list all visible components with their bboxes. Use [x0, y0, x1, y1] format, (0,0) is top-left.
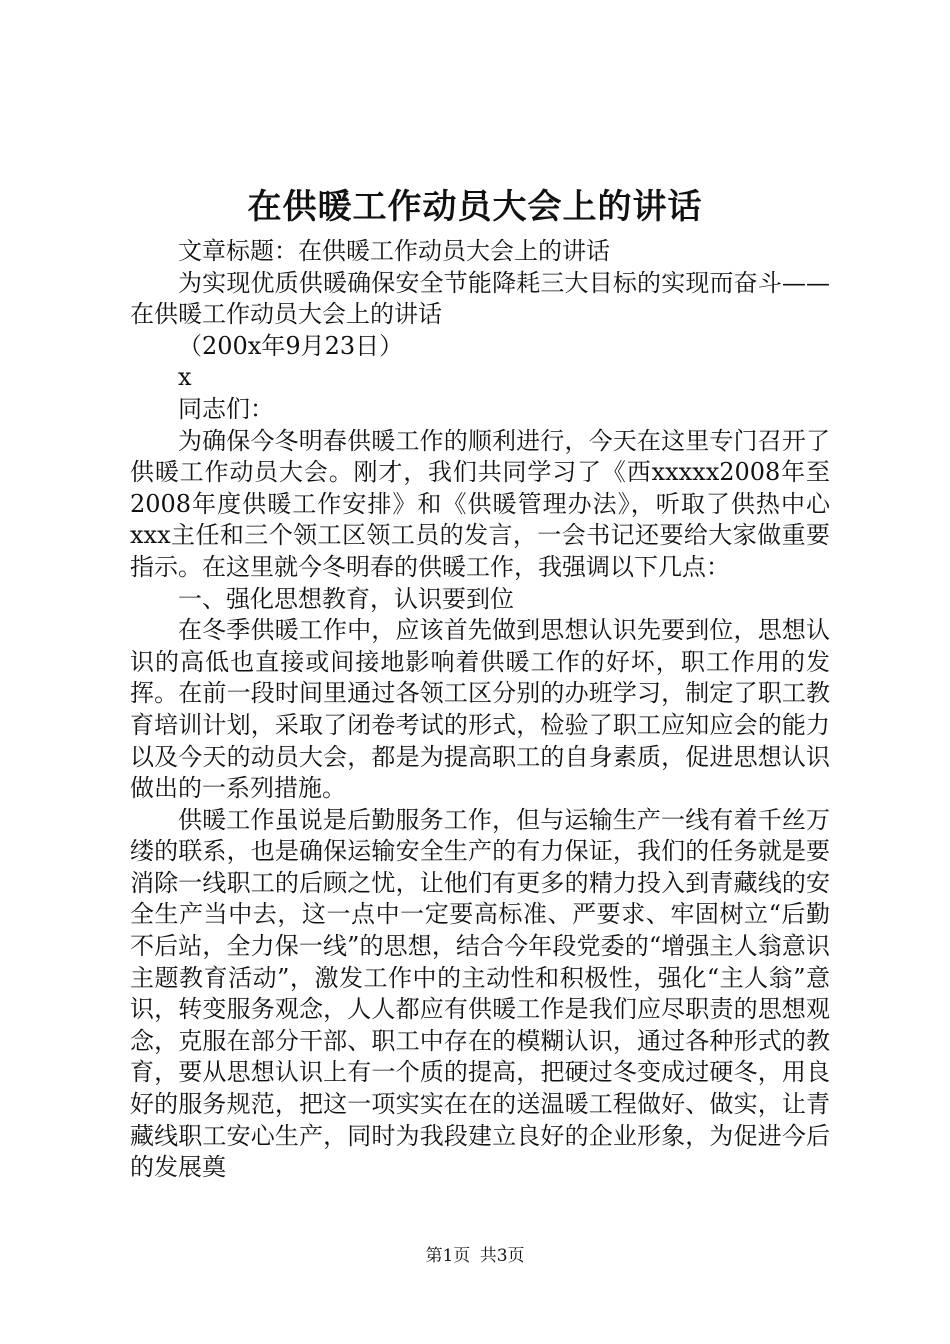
paragraph-intro: 为确保今冬明春供暖工作的顺利进行，今天在这里专门召开了供暖工作动员大会。刚才，我们共同学习了《西xxxxx2008年至2008年度供暖工作安排》和《供暖管理办法》，听取了供热中心xxx主任和三个领工区领工员的发言，一会书记还要给大家做重要指示。在这里就今冬明春的供暖工作，我强调以下几点： [130, 426, 830, 581]
section-heading-1: 一、强化思想教育，认识要到位 [178, 584, 514, 613]
page-total: 共3页 [479, 1246, 525, 1266]
document-title: 在供暖工作动员大会上的讲话 [247, 187, 703, 227]
date-line: （200x年9月23日） [178, 331, 404, 360]
paragraph-section-1b: 供暖工作虽说是后勤服务工作，但与运输生产一线有着千丝万缕的联系，也是确保运输安全生产的有力保证，我们的任务就是要消除一线职工的后顾之忧，让他们有更多的精力投入到青藏线的安全生产当中去，这一点中一定要高标准、严要求、牢固树立“后勤不后站，全力保一线”的思想，结合今年段党委的“增强主人翁意识主题教育活动”，激发工作中的主动性和积极性，强化“主人翁”意识，转变服务观念，人人都应有供暖工作是我们应尽职责的思想观念，克服在部分干部、职工中存在的模糊认识，通过各种形式的教育，要从思想认识上有一个质的提高，把硬过冬变成过硬冬，用良好的服务规范，把这一项实实在在的送温暖工程做好、做实，让青藏线职工安心生产，同时为我段建立良好的企业形象，为促进今后的发展奠 [130, 805, 830, 1182]
salutation: 同志们： [178, 394, 274, 423]
paragraph-section-1a: 在冬季供暖工作中，应该首先做到思想认识先要到位，思想认识的高低也直接或间接地影响着供暖工作的好坏，职工作用的发挥。在前一段时间里通过各领工区分别的办班学习，制定了职工教育培训计划，采取了闭卷考试的形式，检验了职工应知应会的能力以及今天的动员大会，都是为提高职工的自身素质，促进思想认识做出的一系列措施。 [130, 616, 830, 803]
page-footer [0, 1244, 950, 1268]
article-title-line: 文章标题：在供暖工作动员大会上的讲话 [178, 237, 610, 265]
subtitle-line: 为实现优质供暖确保安全节能降耗三大目标的实现而奋斗——在供暖工作动员大会上的讲话 [130, 268, 830, 329]
page-number: 第1页 [425, 1246, 471, 1266]
document-body [130, 236, 830, 1184]
placeholder-line: x [178, 363, 192, 392]
